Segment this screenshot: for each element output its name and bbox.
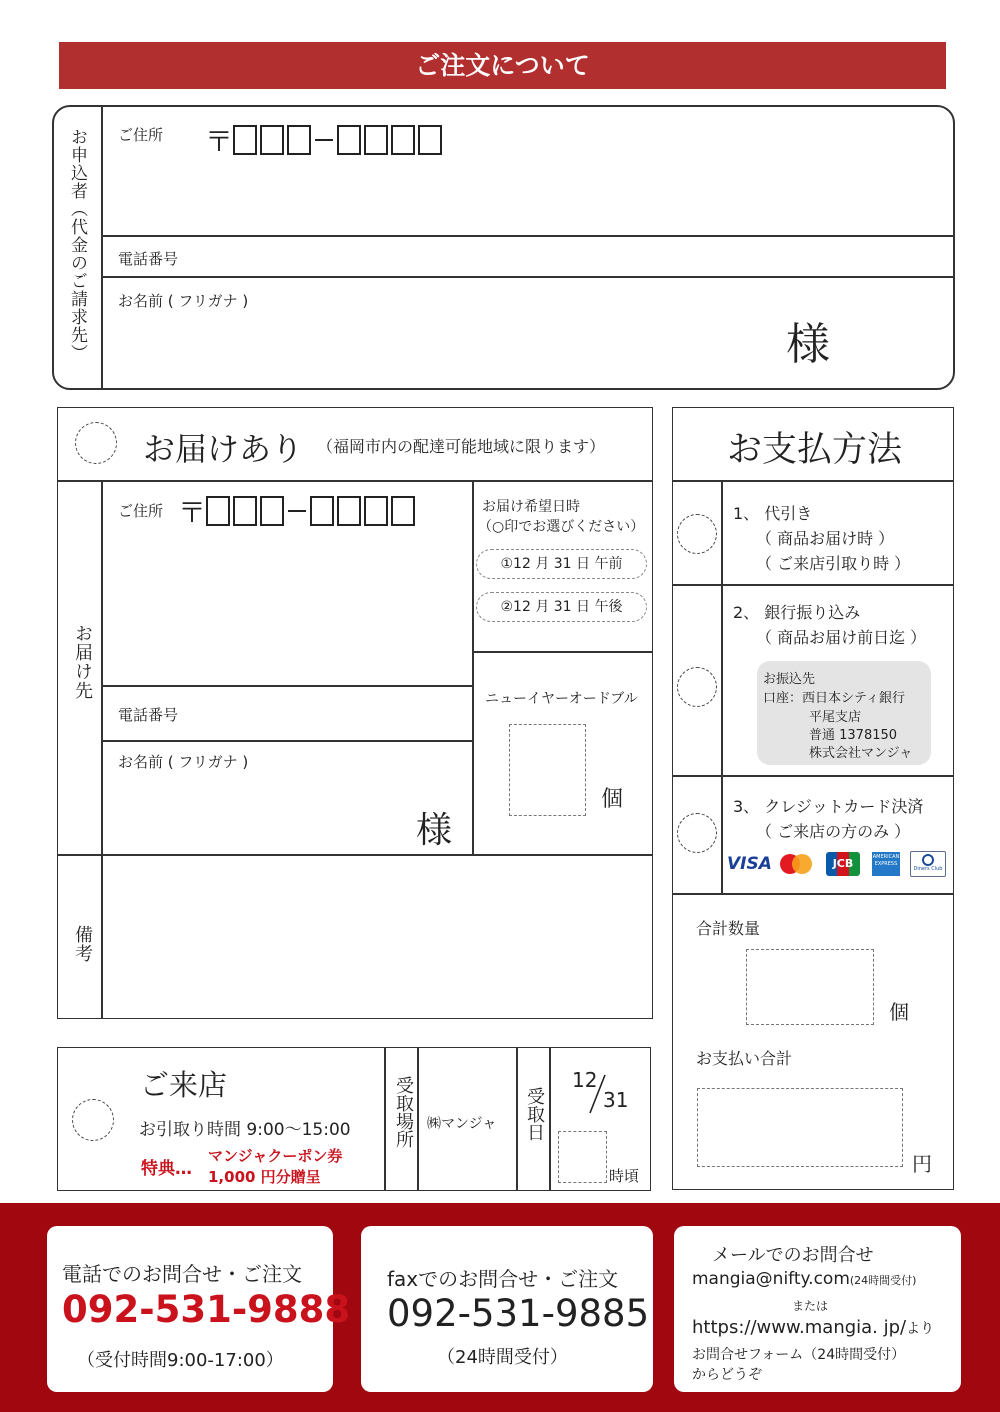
delivery-title-note: （福岡市内の配達可能地域に限ります） — [317, 437, 606, 456]
delivery-option-morning[interactable]: ①12 月 31 日 午前 — [476, 549, 647, 579]
web-row — [692, 1317, 934, 1338]
phone-number[interactable]: 092-531-9888 — [62, 1288, 351, 1331]
payment-title: お支払方法 — [727, 430, 903, 470]
phone-contact-label: 電話でのお問合せ・ご注文 — [62, 1262, 302, 1286]
total-amount-label: お支払い合計 — [696, 1049, 793, 1068]
visit-select-circle[interactable] — [72, 1099, 114, 1141]
amex-logo: AMERICAN EXPRESS — [872, 852, 900, 876]
total-quantity-label: 合計数量 — [696, 919, 761, 938]
payment-bank-title: 2、 銀行振り込み — [733, 603, 861, 622]
applicant-name-label: お名前 ( フリガナ ) — [118, 292, 249, 310]
product-label: ニューイヤーオードブル — [485, 691, 638, 707]
visit-day-label: 受取日 — [524, 1087, 545, 1141]
postal-mark: 〒 — [205, 125, 234, 158]
payment-credit-title: 3、 クレジットカード決済 — [733, 797, 924, 816]
total-quantity-unit: 個 — [889, 1000, 909, 1024]
visit-title: ご来店 — [140, 1068, 228, 1102]
phone-hours: （受付時間9:00-17:00） — [77, 1350, 284, 1371]
delivery-option-afternoon[interactable]: ②12 月 31 日 午後 — [476, 592, 647, 622]
web-suffix: より — [906, 1321, 935, 1337]
visit-date-day: 31 — [603, 1088, 629, 1112]
bank-info-line4: 株式会社マンジャ — [809, 746, 913, 761]
bank-info-line1: 口座：西日本シティ銀行 — [763, 691, 905, 706]
total-amount-yen: 円 — [912, 1152, 932, 1176]
delivery-honorific: 様 — [416, 810, 453, 851]
delivery-address-label: ご住所 — [118, 502, 164, 520]
payment-bank-circle[interactable] — [677, 667, 717, 707]
product-quantity-box[interactable] — [509, 724, 586, 816]
visit-pickup-time: お引取り時間 9:00～15:00 — [139, 1120, 351, 1140]
delivery-side-label: お届け先 — [72, 624, 93, 700]
delivery-title: お届けあり — [143, 430, 304, 468]
visit-time-label: 時頃 — [609, 1167, 640, 1185]
delivery-postal-code[interactable] — [178, 491, 418, 531]
phone-contact-card — [47, 1226, 351, 1392]
postal-mark: 〒 — [178, 496, 207, 529]
delivery-phone-label: 電話番号 — [118, 706, 179, 724]
delivery-select-circle[interactable] — [75, 422, 117, 464]
mail-hours: (24時間受付) — [849, 1274, 917, 1287]
fax-contact-card — [361, 1226, 653, 1392]
fax-hours: （24時間受付） — [437, 1347, 568, 1368]
visit-date-month: 12 — [572, 1068, 598, 1092]
mail-address-row — [692, 1269, 916, 1289]
mail-contact-card — [674, 1226, 961, 1392]
applicant-side-label: お申込者（代金のご請求先） — [67, 128, 87, 362]
total-quantity-box[interactable] — [746, 949, 874, 1025]
payment-cod-circle[interactable] — [677, 514, 717, 554]
web-form-line: お問合せフォーム（24時間受付） — [692, 1347, 906, 1363]
delivery-date-note: （○印でお選びください） — [478, 519, 645, 535]
remarks-field[interactable] — [103, 856, 651, 1017]
delivery-name-label: お名前 ( フリガナ ) — [118, 753, 249, 771]
web-url[interactable]: https://www.mangia. jp/ — [692, 1317, 907, 1338]
bank-info-title: お振込先 — [763, 672, 816, 687]
bank-info-line3: 普通 1378150 — [809, 728, 898, 743]
delivery-date-label: お届け希望日時 — [482, 499, 580, 515]
jcb-logo: JCB — [826, 852, 860, 876]
mastercard-logo — [778, 853, 814, 875]
applicant-phone-label: 電話番号 — [118, 250, 179, 268]
visa-logo: VISA — [727, 854, 772, 874]
payment-credit-line2: （ ご来店の方のみ ） — [756, 822, 911, 841]
fax-contact-label: faxでのお問合せ・ご注文 — [387, 1267, 619, 1291]
mail-or: または — [792, 1299, 829, 1313]
remarks-label: 備考 — [72, 925, 93, 963]
applicant-address-label: ご住所 — [118, 126, 164, 144]
payment-cod-line2: （ 商品お届け時 ） — [756, 529, 895, 548]
payment-credit-circle[interactable] — [677, 813, 717, 853]
visit-bonus-line2: 1,000 円分贈呈 — [208, 1168, 321, 1186]
fax-number[interactable]: 092-531-9885 — [387, 1292, 650, 1335]
web-closing-line: からどうぞ — [692, 1367, 762, 1383]
payment-cod-line3: （ ご来店引取り時 ） — [756, 554, 911, 573]
page-title: ご注文について — [415, 51, 590, 80]
bank-info-line2: 平尾支店 — [809, 710, 862, 725]
payment-cod-title: 1、 代引き — [733, 504, 813, 523]
visit-place-value: ㈱マンジャ — [427, 1116, 497, 1132]
visit-time-box[interactable] — [558, 1131, 607, 1183]
applicant-honorific: 様 — [786, 319, 830, 370]
mail-address[interactable]: mangia@nifty.com — [692, 1269, 850, 1289]
diners-logo: Diners Club — [910, 851, 946, 877]
product-unit: 個 — [601, 787, 624, 812]
applicant-postal-code[interactable] — [205, 120, 445, 160]
visit-bonus-label: 特典… — [141, 1159, 192, 1179]
visit-bonus-line1: マンジャクーポン券 — [208, 1147, 343, 1165]
payment-bank-line2: （ 商品お届け前日迄 ） — [756, 628, 927, 647]
mail-contact-label: メールでのお問合せ — [712, 1245, 874, 1266]
visit-place-label: 受取場所 — [393, 1076, 414, 1148]
total-amount-box[interactable] — [697, 1088, 903, 1167]
header-bar — [59, 42, 946, 89]
